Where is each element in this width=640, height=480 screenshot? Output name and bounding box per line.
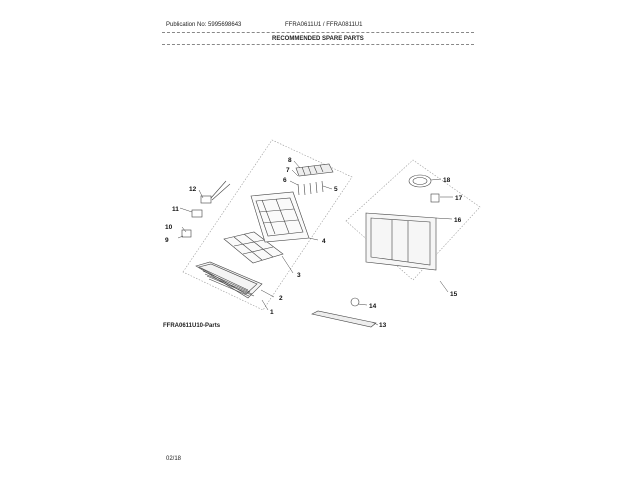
- callout-5: 5: [334, 186, 338, 193]
- callout-2: 2: [279, 295, 283, 302]
- diagram-label: FFRA0611U10-Parts: [163, 323, 221, 329]
- callout-3: 3: [297, 272, 301, 279]
- callout-13: 13: [379, 322, 387, 329]
- clip-part: [351, 298, 359, 306]
- callout-18: 18: [443, 177, 451, 184]
- callout-4: 4: [322, 238, 326, 245]
- callout-14: 14: [369, 303, 377, 310]
- callout-9: 9: [165, 237, 169, 244]
- callout-11: 11: [172, 206, 179, 213]
- model-numbers: FFRA0611U1 / FFRA0811U1: [285, 22, 363, 28]
- callout-16: 16: [454, 217, 462, 224]
- callout-1: 1: [270, 309, 274, 316]
- callout-15: 15: [450, 291, 458, 298]
- callout-10: 10: [165, 224, 173, 231]
- callout-8: 8: [288, 157, 292, 164]
- window-frame: [366, 213, 436, 270]
- front-panel-frame: [251, 192, 309, 242]
- page-number: 02/18: [166, 456, 182, 462]
- bracket-part: [431, 194, 439, 202]
- front-grille: [196, 262, 262, 298]
- callout-7: 7: [286, 167, 290, 174]
- callout-6: 6: [283, 177, 287, 184]
- blower-wheel: [409, 175, 431, 187]
- page-title: RECOMMENDED SPARE PARTS: [272, 36, 364, 42]
- louver-pins: [298, 181, 323, 195]
- publication-number: Publication No: 5995698643: [166, 22, 242, 28]
- rail-part: [312, 311, 376, 327]
- air-louver: [296, 164, 333, 176]
- callout-17: 17: [455, 195, 463, 202]
- callout-12: 12: [189, 186, 197, 193]
